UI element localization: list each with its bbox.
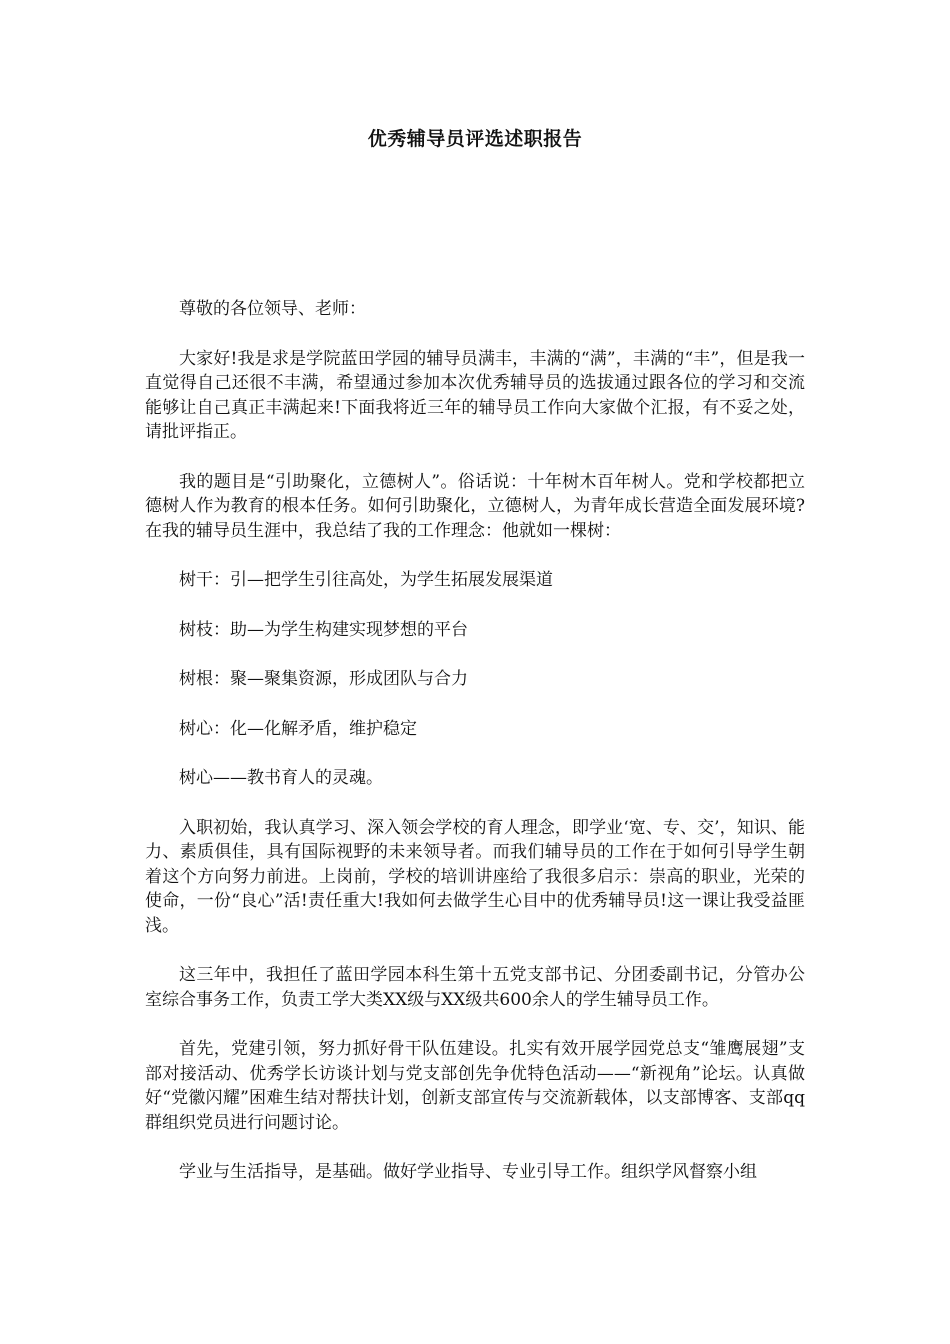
intro-paragraph: 大家好!我是求是学院蓝田学园的辅导员满丰，丰满的“满”，丰满的“丰”，但是我一直觉得自己还很不丰满，希望通过参加本次优秀辅导员的选拔通过跟各位的学习和交流能够让自己真正丰满起来!下面我将近三年的辅导员工作向大家做个汇报，有不妥之处，请批评指正。 xyxy=(145,348,805,442)
onboarding-paragraph: 入职初始，我认真学习、深入领会学校的育人理念，即学业‘宽、专、交’，知识、能力、素质俱佳，具有国际视野的未来领导者。而我们辅导员的工作在于如何引导学生朝着这个方向努力前进。上岗前，学校的培训讲座给了我很多启示：崇高的职业，光荣的使命，一份“良心”活!责任重大!我如何去做学生心目中的优秀辅导员!这一课让我受益匪浅。 xyxy=(145,817,805,936)
party-building-paragraph: 首先，党建引领，努力抓好骨干队伍建设。扎实有效开展学园党总支“雏鹰展翅”支部对接活动、优秀学长访谈计划与党支部创先争优特色活动——“新视角”论坛。认真做好“党徽闪耀”困难生结对帮扶计划，创新支部宣传与交流新载体，以支部博客、支部qq群组织党员进行问题讨论。 xyxy=(145,1039,805,1133)
document-body xyxy=(145,297,805,1210)
document-title: 优秀辅导员评选述职报告 xyxy=(367,128,583,150)
theme-paragraph: 我的题目是“引助聚化，立德树人”。俗话说：十年树木百年树人。党和学校都把立德树人作为教育的根本任务。如何引助聚化，立德树人，为青年成长营造全面发展环境?在我的辅导员生涯中，我总结了我的工作理念：他就如一棵树： xyxy=(145,471,805,541)
tree-branch-item: 树枝：助—为学生构建实现梦想的平台 xyxy=(179,619,468,640)
study-guidance-paragraph: 学业与生活指导，是基础。做好学业指导、专业引导工作。组织学风督察小组 xyxy=(179,1162,757,1182)
tree-heart-item: 树心：化—化解矛盾，维护稳定 xyxy=(179,718,417,739)
duties-paragraph: 这三年中，我担任了蓝田学园本科生第十五党支部书记、分团委副书记，分管办公室综合事务工作，负责工学大类XX级与XX级共600余人的学生辅导员工作。 xyxy=(145,965,805,1010)
salutation-paragraph: 尊敬的各位领导、老师： xyxy=(179,299,366,319)
tree-trunk-item: 树干：引—把学生引往高处，为学生拓展发展渠道 xyxy=(179,570,553,590)
tree-root-item: 树根：聚—聚集资源，形成团队与合力 xyxy=(179,669,468,689)
tree-soul-item: 树心——教书育人的灵魂。 xyxy=(179,768,383,788)
